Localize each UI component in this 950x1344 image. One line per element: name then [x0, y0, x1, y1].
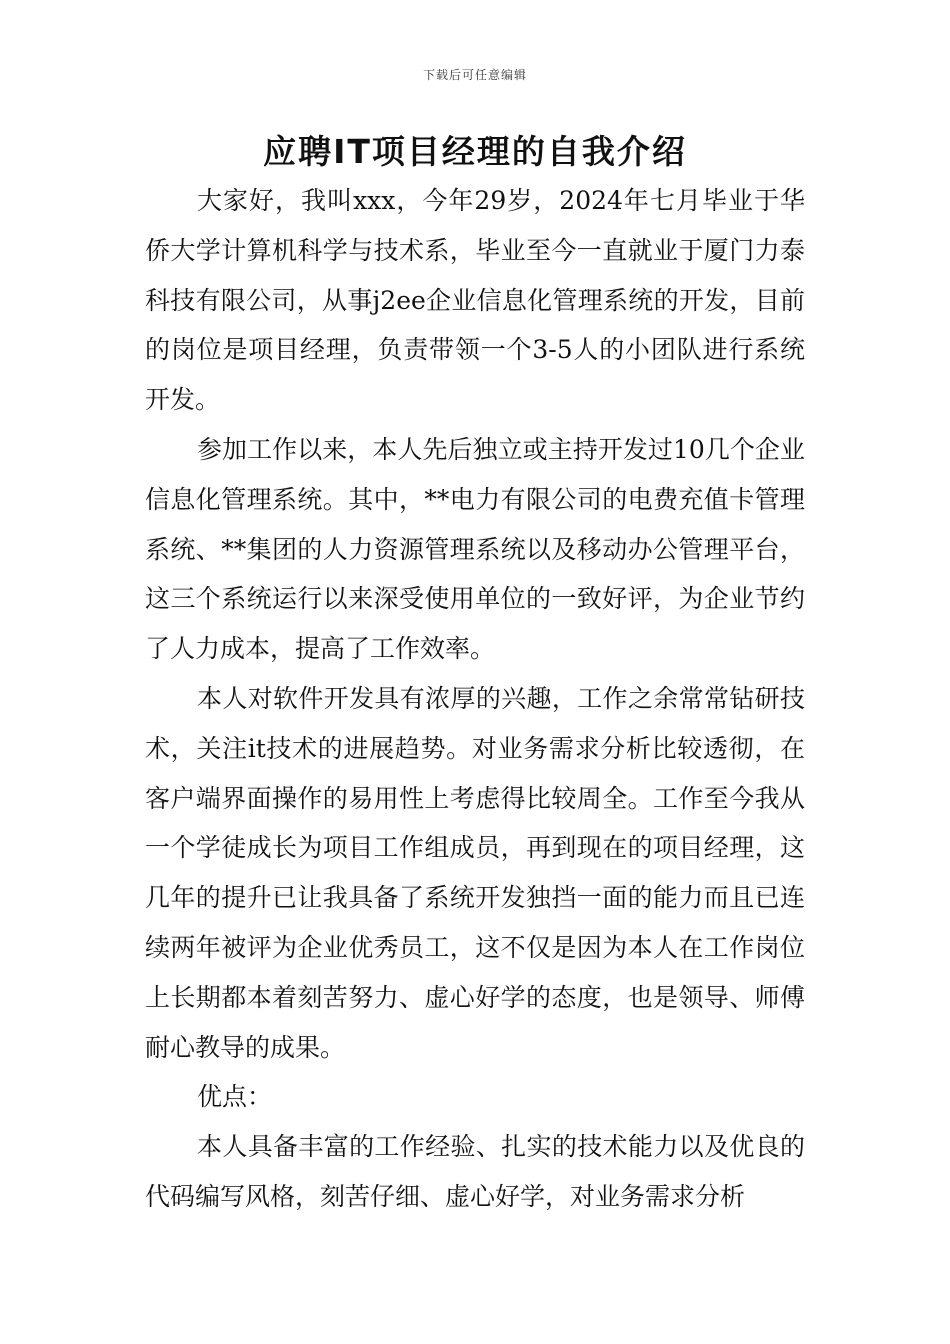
- paragraph-intro: 大家好，我叫xxx，今年29岁，2024年七月毕业于华侨大学计算机科学与技术系，毕业至今一直就业于厦门力泰科技有限公司，从事j2ee企业信息化管理系统的开发，目前的岗位是项目经理，负责带领一个3-5人的小团队进行系统开发。: [145, 186, 805, 415]
- paragraph-experience: 参加工作以来，本人先后独立或主持开发过10几个企业信息化管理系统。其中，**电力有限公司的电费充值卡管理系统、**集团的人力资源管理系统以及移动办公管理平台，这三个系统运行以来深受使用单位的一致好评，为企业节约了人力成本，提高了工作效率。: [145, 434, 805, 664]
- page-title: 应聘IT项目经理的自我介绍: [263, 132, 687, 171]
- paragraph-strengths: 本人具备丰富的工作经验、扎实的技术能力以及优良的代码编写风格，刻苦仔细、虚心好学，对业务需求分析: [145, 1132, 805, 1211]
- header-note: 下载后可任意编辑: [422, 68, 527, 82]
- paragraph-strengths-heading: 优点：: [197, 1082, 273, 1112]
- document-body: [145, 176, 805, 1222]
- paragraph-interest: 本人对软件开发具有浓厚的兴趣，工作之余常常钻研技术，关注it技术的进展趋势。对业务需求分析比较透彻，在客户端界面操作的易用性上考虑得比较周全。工作至今我从一个学徒成长为项目工作组成员，再到现在的项目经理，这几年的提升已让我具备了系统开发独挡一面的能力而且已连续两年被评为企业优秀员工，这不仅是因为本人在工作岗位上长期都本着刻苦努力、虚心好学的态度，也是领导、师傅耐心教导的成果。: [145, 683, 805, 1062]
